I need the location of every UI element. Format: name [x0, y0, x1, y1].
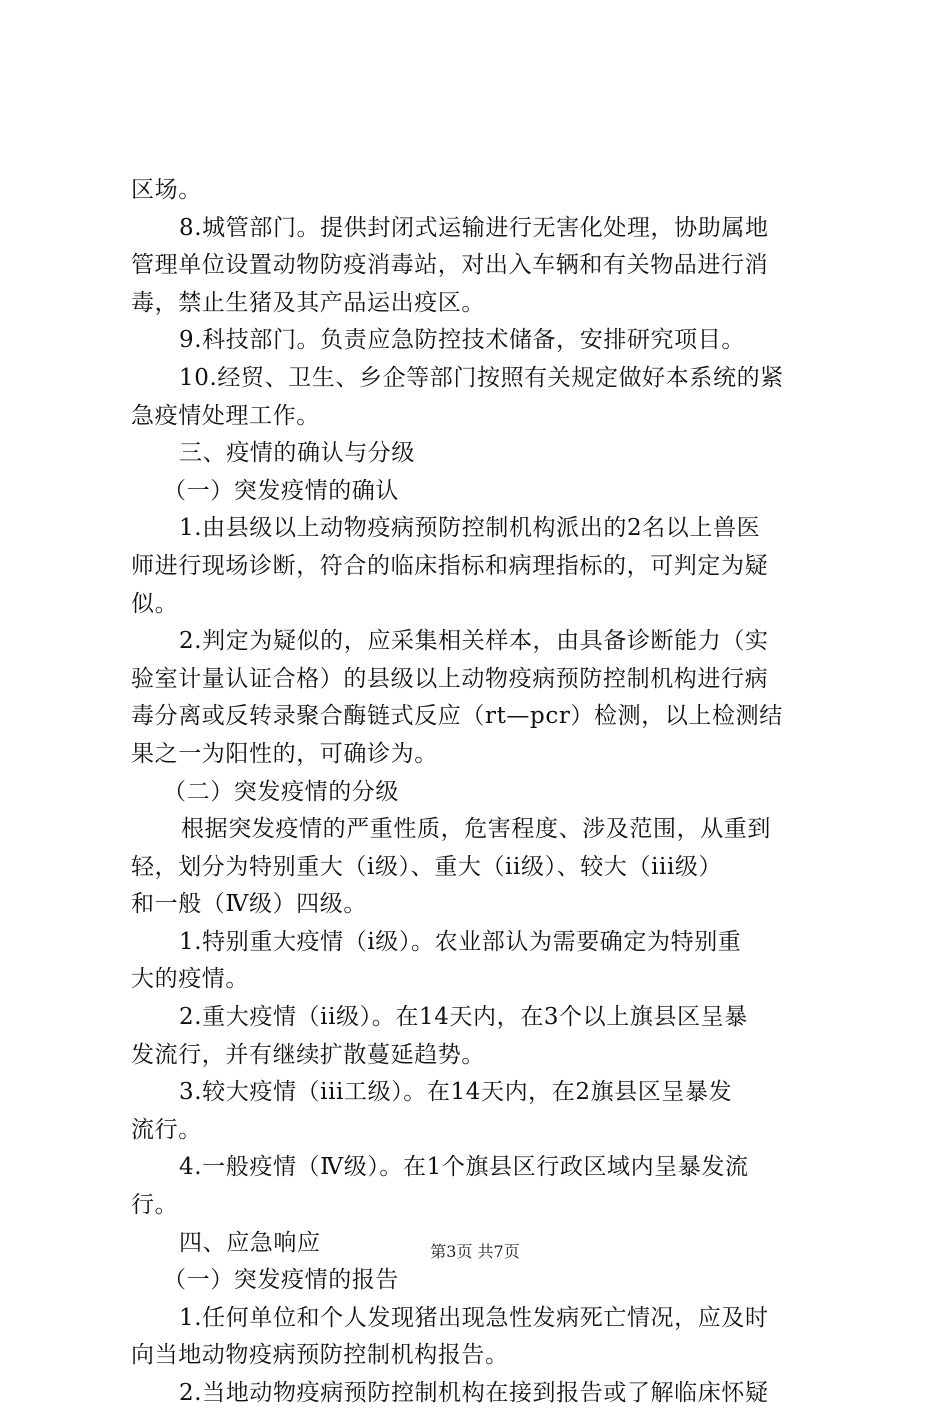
- text-line: 发流行，并有继续扩散蔓延趋势。: [131, 1041, 485, 1068]
- text-line: 2.判定为疑似的，应采集相关样本，由具备诊断能力（实: [179, 628, 769, 655]
- text-line: 区场。: [131, 177, 202, 203]
- text-line: 4.一般疫情（Ⅳ级）。在1个旗县区行政区域内呈暴发流: [179, 1154, 749, 1181]
- text-line: 2.当地动物疫病预防控制机构在接到报告或了解临床怀疑: [179, 1380, 769, 1406]
- text-line: 四、应急响应: [179, 1229, 321, 1256]
- text-line: 验室计量认证合格）的县级以上动物疫病预防控制机构进行病: [131, 665, 769, 692]
- text-line: （二）突发疫情的分级: [163, 778, 399, 805]
- page-footer: 第3页 共7页: [430, 1242, 520, 1261]
- text-line: 流行。: [131, 1116, 202, 1143]
- text-line: 3.较大疫情（iii工级）。在14天内，在2旗县区呈暴发: [179, 1079, 733, 1106]
- text-line: 8.城管部门。提供封闭式运输进行无害化处理，协助属地: [179, 214, 769, 241]
- text-line: 10.经贸、卫生、乡企等部门按照有关规定做好本系统的紧: [179, 364, 784, 391]
- text-line: 师进行现场诊断，符合的临床指标和病理指标的，可判定为疑: [131, 552, 769, 579]
- text-line: 大的疫情。: [131, 966, 249, 993]
- text-line: （一）突发疫情的报告: [163, 1267, 399, 1294]
- text-line: 根据突发疫情的严重性质，危害程度、涉及范围，从重到: [181, 816, 771, 843]
- text-line: 急疫情处理工作。: [131, 402, 320, 429]
- text-line: 毒分离或反转录聚合酶链式反应（rt—pcr）检测，以上检测结: [131, 703, 783, 730]
- text-line: （一）突发疫情的确认: [163, 477, 399, 504]
- text-line: 2.重大疫情（ii级）。在14天内，在3个以上旗县区呈暴: [179, 1004, 748, 1031]
- text-line: 轻，划分为特别重大（i级）、重大（ii级）、较大（iii级）: [131, 853, 723, 880]
- text-line: 1.任何单位和个人发现猪出现急性发病死亡情况，应及时: [179, 1304, 769, 1331]
- text-line: 管理单位设置动物防疫消毒站，对出入车辆和有关物品进行消: [131, 252, 769, 279]
- text-line: 1.由县级以上动物疫病预防控制机构派出的2名以上兽医: [179, 515, 761, 542]
- text-line: 行。: [131, 1192, 179, 1219]
- text-line: 果之一为阳性的，可确诊为。: [131, 740, 438, 767]
- text-line: 1.特别重大疫情（i级）。农业部认为需要确定为特别重: [179, 928, 742, 955]
- text-line: 毒，禁止生猪及其产品运出疫区。: [131, 289, 485, 316]
- document-body: [131, 172, 831, 1413]
- text-line: 和一般（Ⅳ级）四级。: [131, 891, 367, 918]
- text-line: 似。: [131, 590, 179, 617]
- text-line: 三、疫情的确认与分级: [179, 440, 415, 467]
- text-line: 9.科技部门。负责应急防控技术储备，安排研究项目。: [179, 327, 745, 354]
- text-line: 向当地动物疫病预防控制机构报告。: [131, 1342, 509, 1369]
